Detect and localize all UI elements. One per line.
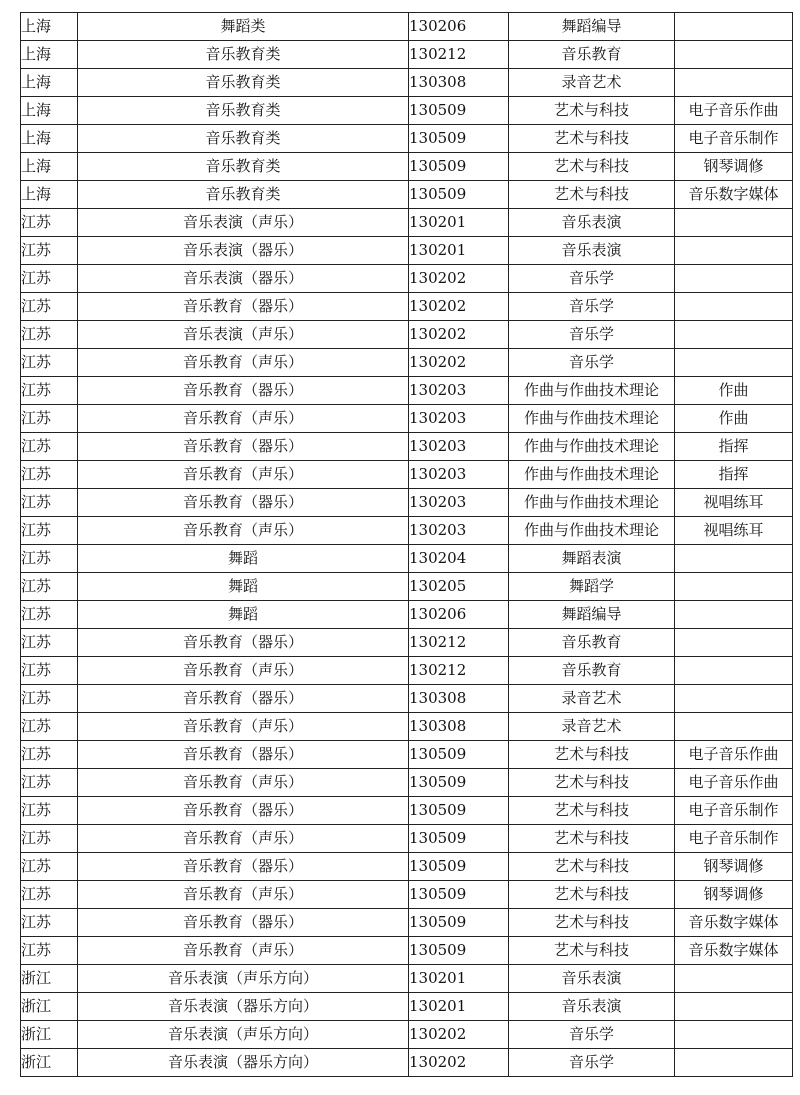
province-cell: 江苏	[21, 265, 78, 293]
table-row	[21, 685, 793, 713]
direction-cell	[675, 69, 793, 97]
direction-cell: 作曲	[675, 377, 793, 405]
major-name-cell: 音乐学	[509, 1049, 675, 1077]
province-cell: 上海	[21, 13, 78, 41]
major-code-cell: 130203	[409, 517, 509, 545]
major-name-cell: 舞蹈表演	[509, 545, 675, 573]
major-name-cell: 艺术与科技	[509, 153, 675, 181]
table-row	[21, 769, 793, 797]
major-name-cell: 舞蹈学	[509, 573, 675, 601]
direction-cell	[675, 41, 793, 69]
direction-cell	[675, 293, 793, 321]
direction-cell: 音乐数字媒体	[675, 937, 793, 965]
table-row	[21, 13, 793, 41]
category-cell: 音乐教育（器乐）	[78, 797, 409, 825]
province-cell: 江苏	[21, 433, 78, 461]
direction-cell	[675, 545, 793, 573]
major-name-cell: 作曲与作曲技术理论	[509, 405, 675, 433]
major-code-cell: 130206	[409, 601, 509, 629]
category-cell: 舞蹈	[78, 545, 409, 573]
major-code-cell: 130308	[409, 713, 509, 741]
major-name-cell: 艺术与科技	[509, 741, 675, 769]
direction-cell	[675, 13, 793, 41]
table-row	[21, 125, 793, 153]
major-code-cell: 130509	[409, 797, 509, 825]
major-name-cell: 艺术与科技	[509, 769, 675, 797]
table-row	[21, 321, 793, 349]
enrollment-table	[20, 12, 793, 1077]
major-code-cell: 130205	[409, 573, 509, 601]
province-cell: 江苏	[21, 629, 78, 657]
direction-cell: 电子音乐制作	[675, 825, 793, 853]
province-cell: 江苏	[21, 657, 78, 685]
major-name-cell: 音乐学	[509, 265, 675, 293]
category-cell: 音乐表演（器乐）	[78, 265, 409, 293]
major-name-cell: 音乐表演	[509, 209, 675, 237]
direction-cell	[675, 629, 793, 657]
major-code-cell: 130509	[409, 853, 509, 881]
province-cell: 江苏	[21, 573, 78, 601]
province-cell: 江苏	[21, 405, 78, 433]
province-cell: 浙江	[21, 1021, 78, 1049]
category-cell: 音乐教育（器乐）	[78, 909, 409, 937]
table-row	[21, 69, 793, 97]
direction-cell	[675, 209, 793, 237]
major-code-cell: 130509	[409, 741, 509, 769]
major-name-cell: 艺术与科技	[509, 909, 675, 937]
major-code-cell: 130204	[409, 545, 509, 573]
province-cell: 上海	[21, 97, 78, 125]
category-cell: 音乐表演（声乐）	[78, 321, 409, 349]
direction-cell: 钢琴调修	[675, 153, 793, 181]
direction-cell	[675, 321, 793, 349]
major-code-cell: 130203	[409, 433, 509, 461]
category-cell: 音乐表演（声乐方向）	[78, 965, 409, 993]
direction-cell	[675, 573, 793, 601]
direction-cell	[675, 349, 793, 377]
major-code-cell: 130509	[409, 825, 509, 853]
category-cell: 音乐教育类	[78, 41, 409, 69]
direction-cell: 钢琴调修	[675, 853, 793, 881]
table-row	[21, 517, 793, 545]
table-row	[21, 97, 793, 125]
province-cell: 江苏	[21, 741, 78, 769]
direction-cell	[675, 265, 793, 293]
category-cell: 音乐教育（声乐）	[78, 461, 409, 489]
province-cell: 江苏	[21, 853, 78, 881]
province-cell: 上海	[21, 41, 78, 69]
direction-cell: 视唱练耳	[675, 517, 793, 545]
major-code-cell: 130509	[409, 769, 509, 797]
direction-cell: 钢琴调修	[675, 881, 793, 909]
direction-cell: 电子音乐作曲	[675, 741, 793, 769]
category-cell: 音乐教育（器乐）	[78, 377, 409, 405]
category-cell: 舞蹈	[78, 573, 409, 601]
major-name-cell: 舞蹈编导	[509, 601, 675, 629]
province-cell: 上海	[21, 153, 78, 181]
category-cell: 音乐教育（声乐）	[78, 713, 409, 741]
major-name-cell: 作曲与作曲技术理论	[509, 433, 675, 461]
table-row	[21, 489, 793, 517]
major-name-cell: 音乐表演	[509, 965, 675, 993]
major-name-cell: 艺术与科技	[509, 881, 675, 909]
province-cell: 江苏	[21, 909, 78, 937]
major-name-cell: 艺术与科技	[509, 181, 675, 209]
table-row	[21, 41, 793, 69]
major-name-cell: 艺术与科技	[509, 797, 675, 825]
category-cell: 音乐教育（声乐）	[78, 937, 409, 965]
province-cell: 江苏	[21, 881, 78, 909]
major-name-cell: 舞蹈编导	[509, 13, 675, 41]
province-cell: 江苏	[21, 937, 78, 965]
direction-cell	[675, 993, 793, 1021]
table-row	[21, 1049, 793, 1077]
major-code-cell: 130202	[409, 265, 509, 293]
major-name-cell: 音乐学	[509, 293, 675, 321]
province-cell: 江苏	[21, 797, 78, 825]
major-code-cell: 130206	[409, 13, 509, 41]
direction-cell: 音乐数字媒体	[675, 909, 793, 937]
major-code-cell: 130202	[409, 1049, 509, 1077]
category-cell: 音乐教育（器乐）	[78, 685, 409, 713]
province-cell: 浙江	[21, 993, 78, 1021]
province-cell: 江苏	[21, 377, 78, 405]
direction-cell: 电子音乐制作	[675, 797, 793, 825]
major-code-cell: 130509	[409, 937, 509, 965]
direction-cell: 电子音乐作曲	[675, 769, 793, 797]
table-row	[21, 601, 793, 629]
direction-cell	[675, 1021, 793, 1049]
province-cell: 江苏	[21, 209, 78, 237]
table-row	[21, 797, 793, 825]
major-name-cell: 音乐表演	[509, 237, 675, 265]
major-name-cell: 作曲与作曲技术理论	[509, 489, 675, 517]
major-name-cell: 录音艺术	[509, 713, 675, 741]
major-name-cell: 音乐学	[509, 321, 675, 349]
category-cell: 音乐教育（声乐）	[78, 769, 409, 797]
direction-cell	[675, 657, 793, 685]
table-row	[21, 433, 793, 461]
category-cell: 音乐教育类	[78, 125, 409, 153]
major-code-cell: 130509	[409, 153, 509, 181]
major-code-cell: 130201	[409, 209, 509, 237]
major-code-cell: 130212	[409, 41, 509, 69]
province-cell: 上海	[21, 181, 78, 209]
major-name-cell: 艺术与科技	[509, 937, 675, 965]
table-row	[21, 993, 793, 1021]
province-cell: 江苏	[21, 293, 78, 321]
table-row	[21, 545, 793, 573]
category-cell: 音乐教育（器乐）	[78, 489, 409, 517]
direction-cell	[675, 685, 793, 713]
category-cell: 音乐教育（声乐）	[78, 825, 409, 853]
direction-cell: 作曲	[675, 405, 793, 433]
category-cell: 音乐教育（声乐）	[78, 405, 409, 433]
direction-cell	[675, 1049, 793, 1077]
major-code-cell: 130203	[409, 377, 509, 405]
major-name-cell: 作曲与作曲技术理论	[509, 377, 675, 405]
major-code-cell: 130201	[409, 965, 509, 993]
category-cell: 音乐表演（声乐）	[78, 209, 409, 237]
province-cell: 江苏	[21, 713, 78, 741]
category-cell: 音乐教育（器乐）	[78, 741, 409, 769]
province-cell: 江苏	[21, 601, 78, 629]
major-name-cell: 录音艺术	[509, 69, 675, 97]
category-cell: 舞蹈类	[78, 13, 409, 41]
major-code-cell: 130308	[409, 69, 509, 97]
table-row	[21, 881, 793, 909]
table-row	[21, 265, 793, 293]
category-cell: 音乐教育类	[78, 69, 409, 97]
major-name-cell: 作曲与作曲技术理论	[509, 461, 675, 489]
major-name-cell: 音乐表演	[509, 993, 675, 1021]
category-cell: 音乐教育（器乐）	[78, 629, 409, 657]
category-cell: 音乐表演（器乐方向）	[78, 1049, 409, 1077]
major-code-cell: 130212	[409, 629, 509, 657]
major-code-cell: 130509	[409, 181, 509, 209]
table-row	[21, 629, 793, 657]
category-cell: 音乐教育（器乐）	[78, 293, 409, 321]
province-cell: 江苏	[21, 489, 78, 517]
major-name-cell: 音乐学	[509, 349, 675, 377]
province-cell: 浙江	[21, 1049, 78, 1077]
direction-cell: 指挥	[675, 433, 793, 461]
province-cell: 江苏	[21, 461, 78, 489]
major-name-cell: 录音艺术	[509, 685, 675, 713]
table-row	[21, 909, 793, 937]
major-name-cell: 音乐教育	[509, 629, 675, 657]
category-cell: 音乐表演（声乐方向）	[78, 1021, 409, 1049]
province-cell: 江苏	[21, 685, 78, 713]
direction-cell: 指挥	[675, 461, 793, 489]
category-cell: 音乐教育（声乐）	[78, 517, 409, 545]
table-body	[21, 13, 793, 1077]
province-cell: 浙江	[21, 965, 78, 993]
table-row	[21, 293, 793, 321]
major-code-cell: 130509	[409, 881, 509, 909]
direction-cell	[675, 601, 793, 629]
table-row	[21, 853, 793, 881]
major-name-cell: 音乐学	[509, 1021, 675, 1049]
province-cell: 江苏	[21, 349, 78, 377]
major-name-cell: 艺术与科技	[509, 825, 675, 853]
table-row	[21, 713, 793, 741]
major-name-cell: 艺术与科技	[509, 853, 675, 881]
major-code-cell: 130201	[409, 993, 509, 1021]
province-cell: 江苏	[21, 237, 78, 265]
major-code-cell: 130201	[409, 237, 509, 265]
major-name-cell: 艺术与科技	[509, 97, 675, 125]
province-cell: 江苏	[21, 517, 78, 545]
major-code-cell: 130202	[409, 349, 509, 377]
table-row	[21, 209, 793, 237]
table-row	[21, 825, 793, 853]
table-row	[21, 1021, 793, 1049]
category-cell: 音乐教育（声乐）	[78, 657, 409, 685]
table-row	[21, 237, 793, 265]
major-name-cell: 音乐教育	[509, 657, 675, 685]
direction-cell: 电子音乐作曲	[675, 97, 793, 125]
major-code-cell: 130509	[409, 97, 509, 125]
province-cell: 江苏	[21, 769, 78, 797]
major-code-cell: 130509	[409, 909, 509, 937]
category-cell: 音乐教育（声乐）	[78, 881, 409, 909]
major-code-cell: 130203	[409, 405, 509, 433]
table-row	[21, 349, 793, 377]
direction-cell: 视唱练耳	[675, 489, 793, 517]
major-name-cell: 音乐教育	[509, 41, 675, 69]
major-name-cell: 作曲与作曲技术理论	[509, 517, 675, 545]
province-cell: 上海	[21, 69, 78, 97]
major-code-cell: 130212	[409, 657, 509, 685]
major-code-cell: 130202	[409, 321, 509, 349]
major-code-cell: 130308	[409, 685, 509, 713]
table-row	[21, 741, 793, 769]
table-row	[21, 377, 793, 405]
category-cell: 音乐教育（器乐）	[78, 433, 409, 461]
table-row	[21, 937, 793, 965]
category-cell: 音乐教育（器乐）	[78, 853, 409, 881]
major-code-cell: 130203	[409, 489, 509, 517]
major-code-cell: 130203	[409, 461, 509, 489]
major-code-cell: 130202	[409, 293, 509, 321]
major-name-cell: 艺术与科技	[509, 125, 675, 153]
direction-cell	[675, 965, 793, 993]
category-cell: 音乐教育类	[78, 97, 409, 125]
category-cell: 舞蹈	[78, 601, 409, 629]
category-cell: 音乐教育类	[78, 153, 409, 181]
table-row	[21, 965, 793, 993]
province-cell: 上海	[21, 125, 78, 153]
table-row	[21, 573, 793, 601]
direction-cell	[675, 713, 793, 741]
category-cell: 音乐表演（器乐方向）	[78, 993, 409, 1021]
province-cell: 江苏	[21, 321, 78, 349]
province-cell: 江苏	[21, 825, 78, 853]
category-cell: 音乐教育类	[78, 181, 409, 209]
category-cell: 音乐教育（声乐）	[78, 349, 409, 377]
table-row	[21, 181, 793, 209]
major-code-cell: 130509	[409, 125, 509, 153]
direction-cell	[675, 237, 793, 265]
major-code-cell: 130202	[409, 1021, 509, 1049]
category-cell: 音乐表演（器乐）	[78, 237, 409, 265]
province-cell: 江苏	[21, 545, 78, 573]
table-row	[21, 461, 793, 489]
table-row	[21, 657, 793, 685]
table-row	[21, 153, 793, 181]
direction-cell: 音乐数字媒体	[675, 181, 793, 209]
table-row	[21, 405, 793, 433]
direction-cell: 电子音乐制作	[675, 125, 793, 153]
